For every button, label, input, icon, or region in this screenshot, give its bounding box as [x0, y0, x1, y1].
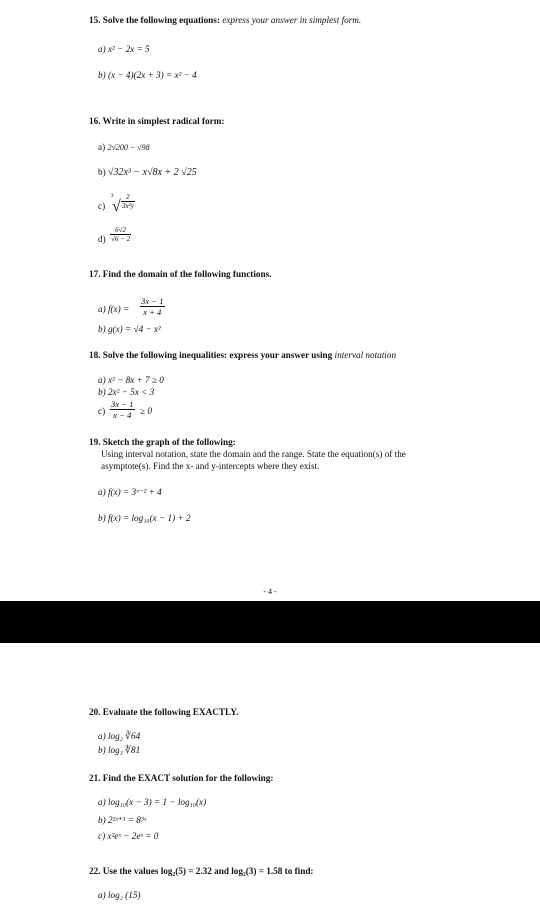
question-15-title — [89, 15, 361, 25]
question-18a: a) x² − 8x + 7 ≥ 0 — [98, 375, 164, 385]
question-18c-fraction — [110, 399, 135, 420]
question-16d-numerator: 6√2 — [115, 226, 126, 234]
question-17a-label: a) f(x) = — [98, 304, 130, 314]
question-21-title: 21. Find the EXACT solution for the following: — [89, 773, 274, 783]
question-18-title — [89, 350, 396, 360]
question-19b: b) f(x) = log₁₀(x − 1) + 2 — [98, 513, 191, 523]
question-17-title: 17. Find the domain of the following functions. — [89, 269, 272, 279]
question-16c-label: c) — [98, 201, 106, 211]
question-15-instruction: express your answer in simplest form. — [222, 15, 362, 25]
question-18c-relation: ≥ 0 — [140, 406, 152, 416]
question-15b: b) (x − 4)(2x + 3) = x² − 4 — [98, 70, 197, 80]
question-16a-label: a) — [98, 142, 106, 152]
question-16b-expression: √32x³ − x√8x + 2 √25 — [107, 167, 197, 178]
question-21c: c) x²eˣ − 2eˣ = 0 — [98, 831, 159, 841]
question-15a: a) x² − 2x = 5 — [98, 44, 150, 54]
question-16c-fraction — [121, 193, 135, 210]
question-19a: a) f(x) = 3ˣ⁻² + 4 — [98, 487, 162, 497]
question-16-title: 16. Write in simplest radical form: — [89, 116, 225, 126]
question-20-title: 20. Evaluate the following EXACTLY. — [89, 707, 239, 717]
page-number: - 4 - — [263, 587, 277, 596]
question-19-instruction-line-2: asymptote(s). Find the x- and y-intercepts where they exist. — [101, 461, 320, 471]
question-16c-numerator: 2 — [126, 193, 130, 201]
question-17a-numerator: 3x − 1 — [141, 296, 164, 306]
document-page-2 — [0, 643, 540, 916]
question-18c-denominator: x − 4 — [110, 409, 135, 420]
question-21a: a) log₁₀(x − 3) = 1 − log₁₀(x) — [98, 797, 207, 807]
question-19-instruction-line-1: Using interval notation, state the domain and the range. State the equation(s) of the — [101, 449, 406, 459]
question-16b — [98, 167, 197, 178]
radical-sign-icon: √ — [112, 198, 121, 215]
question-18-heading: 18. Solve the following inequalities: express your answer using — [89, 350, 333, 360]
question-18b: b) 2x² − 5x < 3 — [98, 387, 155, 397]
question-17a-fraction — [140, 296, 165, 317]
question-15-heading: 15. Solve the following equations: — [89, 15, 220, 25]
question-16a-expression: 2√200 − √98 — [107, 143, 150, 152]
question-18c-label: c) — [98, 406, 106, 416]
question-20b: b) log₃ ∜81 — [98, 745, 141, 755]
question-16d-denominator: √6 − 2 — [111, 235, 131, 243]
question-18-instruction: interval notation — [334, 350, 397, 360]
question-16d-fraction — [110, 226, 131, 243]
question-22-title: 22. Use the values log₂(5) = 2.32 and log₂(3) = 1.58 to find: — [89, 866, 314, 876]
question-16a — [98, 142, 150, 153]
question-22a: a) log₂ (15) — [98, 890, 141, 900]
question-19-title: 19. Sketch the graph of the following: — [89, 437, 236, 447]
question-18c-numerator: 3x − 1 — [111, 399, 134, 409]
question-21b: b) 2²ˣ⁺¹ = 8³ˣ — [98, 815, 147, 825]
question-17b: b) g(x) = √4 − x² — [98, 324, 161, 334]
question-17a-denominator: x + 4 — [140, 306, 165, 317]
question-16b-label: b) — [98, 167, 106, 177]
question-16d-label: d) — [98, 234, 106, 244]
question-16c-root-index: ³ — [111, 192, 114, 201]
question-16c-denominator: 3x²y — [122, 202, 134, 210]
question-20a: a) log₂ ∛64 — [98, 731, 141, 741]
